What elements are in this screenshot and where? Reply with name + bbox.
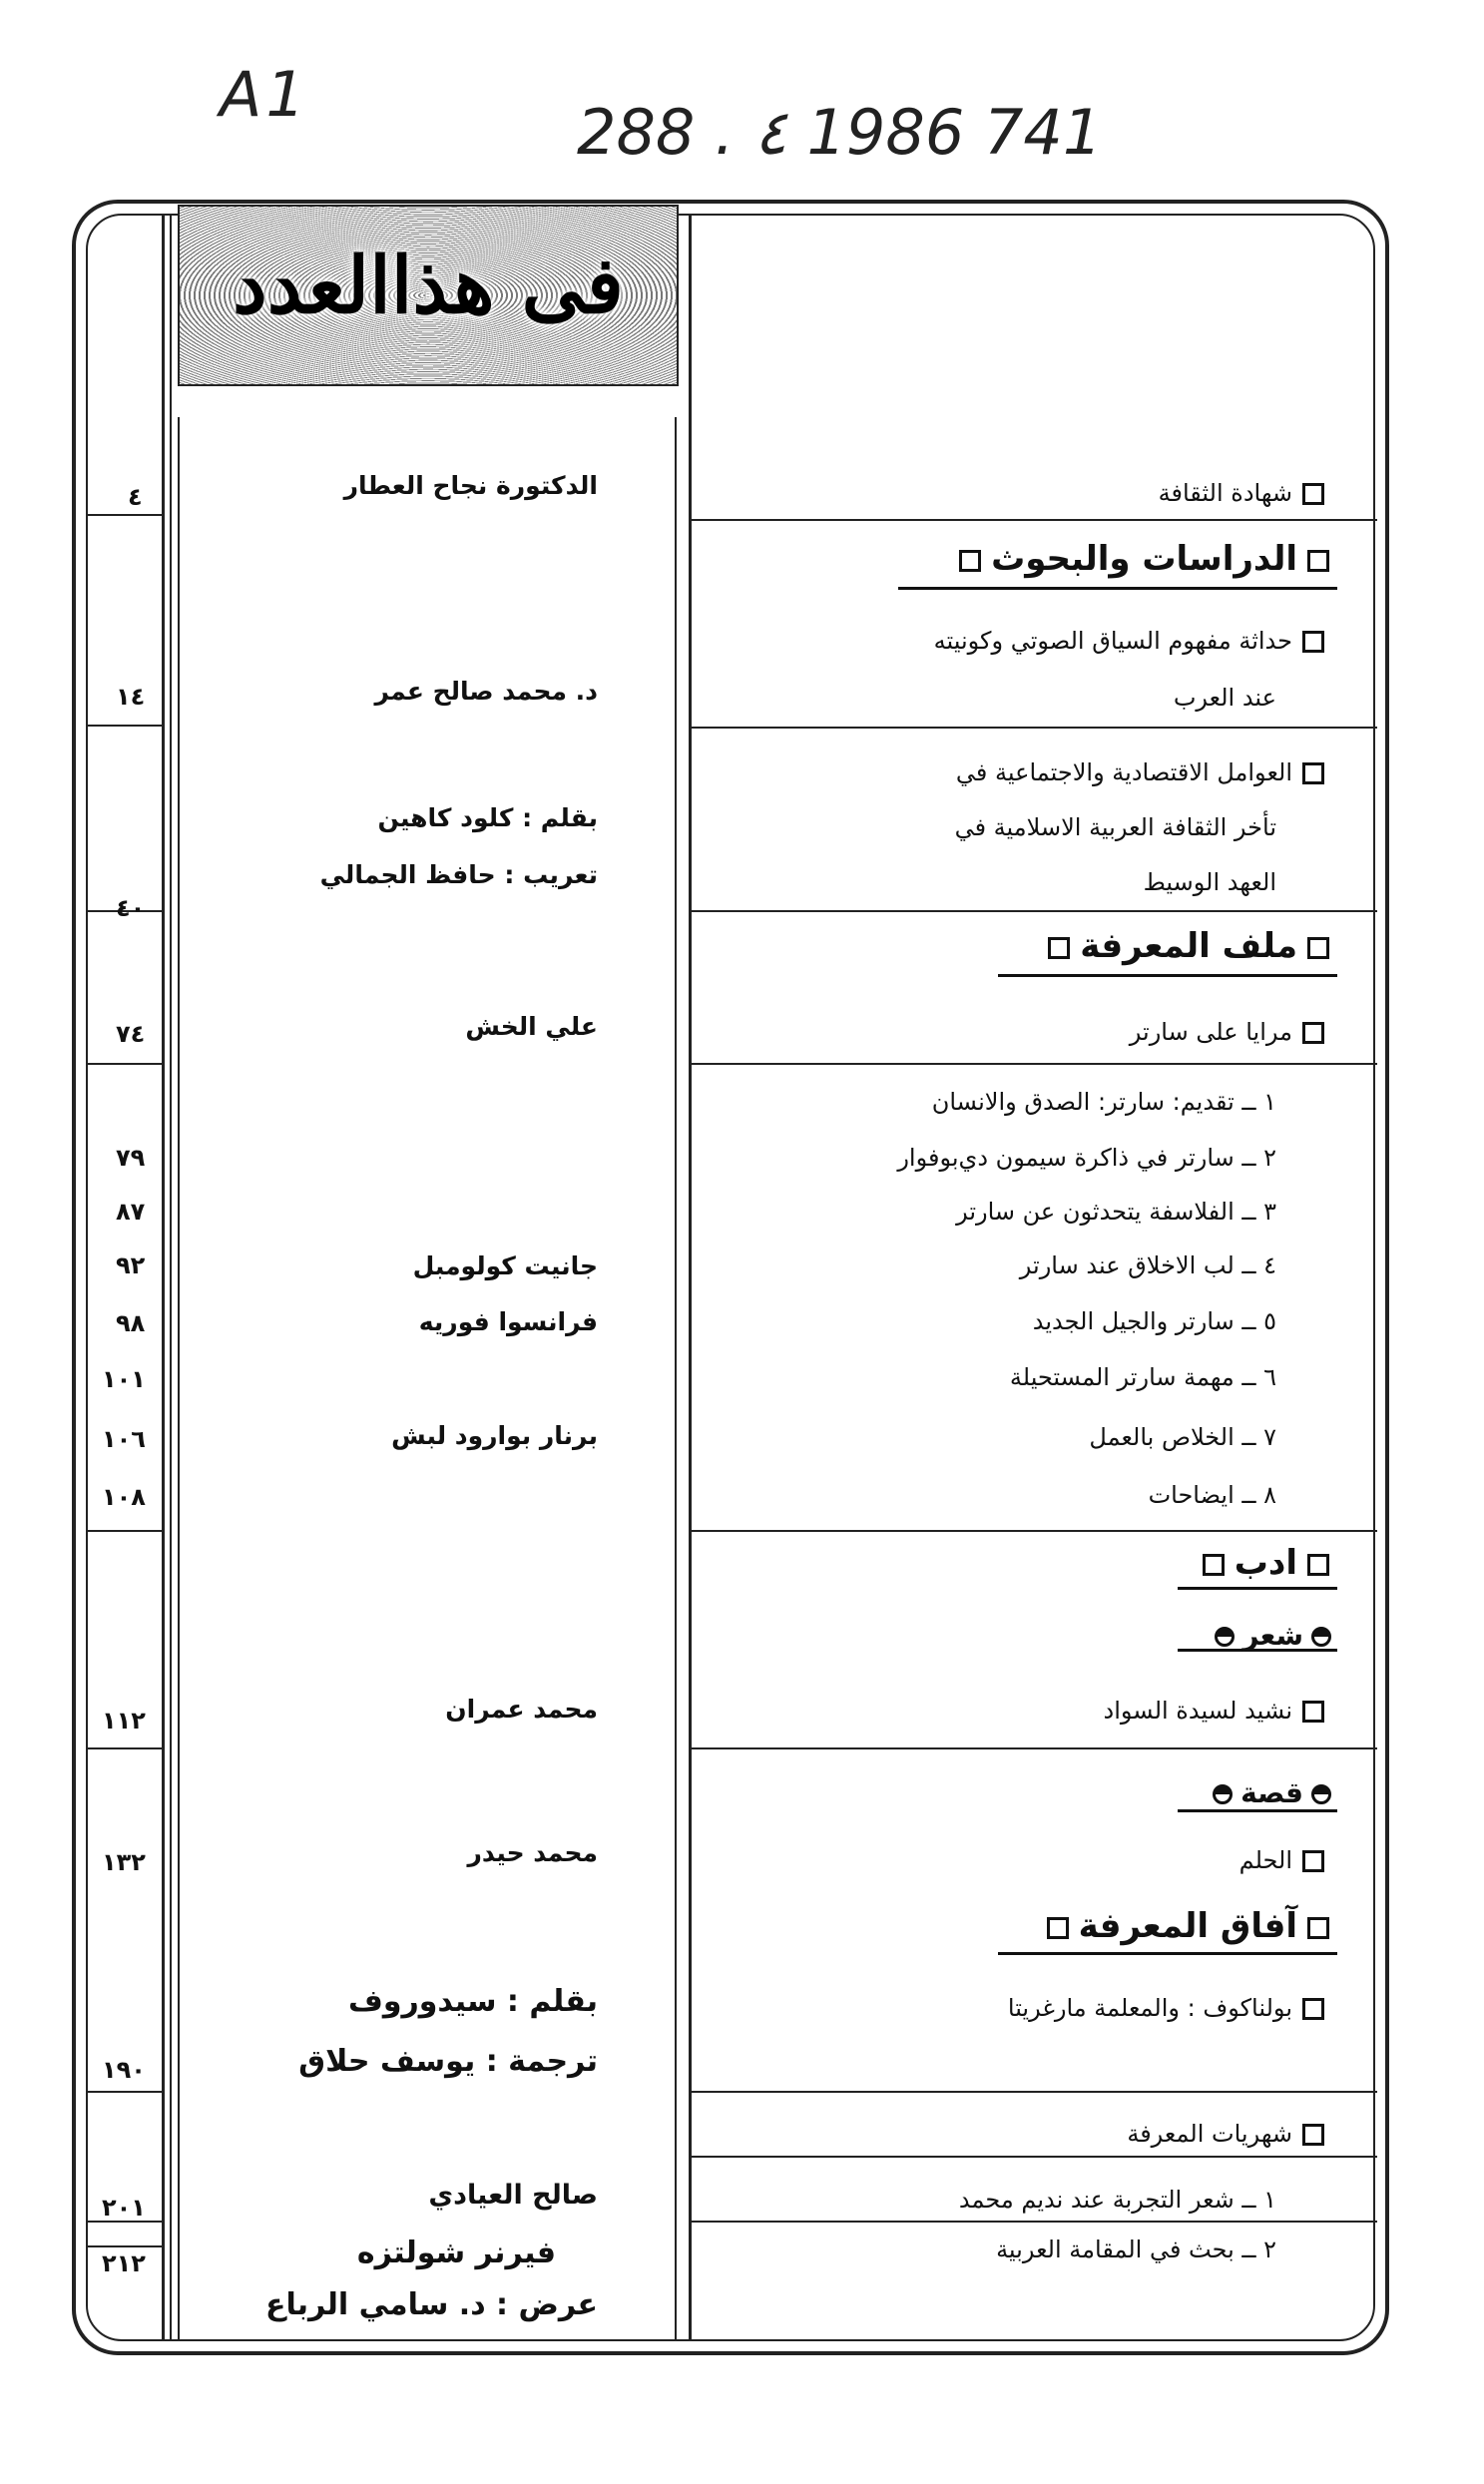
checkbox-square-icon bbox=[1307, 1917, 1329, 1939]
half-circle-bullet-icon bbox=[1311, 1627, 1331, 1647]
page-row-separator bbox=[86, 2091, 164, 2093]
checkbox-square-icon bbox=[1302, 483, 1324, 505]
toc-item: الحلم bbox=[1239, 1846, 1334, 1874]
half-circle-bullet-icon bbox=[1215, 1627, 1235, 1647]
page-number: ٢١٢ bbox=[102, 2249, 146, 2277]
row-separator bbox=[689, 727, 1377, 729]
toc-subitem: ٧ ــ الخلاص بالعمل bbox=[1089, 1423, 1276, 1451]
translator-name: تعريب : حافظ الجمالي bbox=[319, 860, 598, 889]
toc-item: حداثة مفهوم السياق الصوتي وكونيته bbox=[934, 627, 1334, 655]
row-separator bbox=[689, 910, 1377, 912]
half-circle-bullet-icon bbox=[1311, 1784, 1331, 1804]
toc-subitem: ٣ ــ الفلاسفة يتحدثون عن سارتر bbox=[956, 1198, 1276, 1226]
page-number: ١١٢ bbox=[102, 1707, 146, 1735]
row-separator bbox=[689, 519, 1377, 521]
toc-subitem: ٥ ــ سارتر والجيل الجديد bbox=[1032, 1307, 1276, 1335]
page-number: ٧٩ bbox=[116, 1144, 146, 1172]
toc-item: مرايا على سارتر bbox=[1130, 1018, 1334, 1046]
half-circle-bullet-icon bbox=[1213, 1784, 1233, 1804]
author-name: محمد عمران bbox=[445, 1695, 598, 1724]
row-separator bbox=[689, 2156, 1377, 2158]
author-name: بقلم : كلود كاهين bbox=[377, 803, 598, 832]
author-name: فرانسوا فوريه bbox=[418, 1307, 598, 1336]
page-number: ٩٢ bbox=[116, 1251, 146, 1279]
section-heading: ملف المعرفة bbox=[1038, 926, 1339, 966]
toc-subitem: ٤ ــ لب الاخلاق عند سارتر bbox=[1019, 1251, 1276, 1279]
author-name: صالح العيادي bbox=[428, 2180, 598, 2211]
author-name: الدكتورة نجاح العطار bbox=[343, 471, 598, 500]
page-number: ١٠١ bbox=[102, 1365, 146, 1393]
toc-subitem: ٢ ــ سارتر في ذاكرة سيمون دي‌بوفوار bbox=[897, 1144, 1276, 1172]
row-separator bbox=[689, 1747, 1377, 1749]
handwritten-code-left: A1 bbox=[220, 58, 309, 131]
toc-subitem: ٨ ــ ايضاحات bbox=[1148, 1481, 1276, 1509]
toc-item-continuation: عند العرب bbox=[1173, 684, 1276, 712]
page-row-separator bbox=[86, 2245, 164, 2247]
page-column-divider-inner bbox=[170, 214, 172, 2341]
page-number: ٤٠ bbox=[116, 894, 146, 922]
reviewer-name: عرض : د. سامي الرباع bbox=[264, 2287, 598, 2322]
page-number: ٧٤ bbox=[116, 1020, 146, 1048]
checkbox-square-icon bbox=[1302, 1022, 1324, 1044]
section-underline bbox=[898, 587, 1337, 590]
author-name: د. محمد صالح عمر bbox=[374, 677, 598, 706]
handwritten-code-right: 288 . ٤ 1986 741 bbox=[577, 96, 1103, 169]
toc-subitem: ١ ــ شعر التجربة عند نديم محمد bbox=[958, 2186, 1276, 2214]
author-name: بقلم : سيدوروف bbox=[347, 1984, 598, 2019]
page-number: ٢٠١ bbox=[102, 2194, 146, 2222]
toc-item: شهريات المعرفة bbox=[1127, 2120, 1334, 2148]
author-name: فيرنر شولتزه bbox=[356, 2236, 556, 2270]
author-name: محمد حيدر bbox=[467, 1838, 598, 1867]
subsection-underline bbox=[1178, 1809, 1337, 1812]
checkbox-square-icon bbox=[1302, 762, 1324, 784]
toc-subitem: ٦ ــ مهمة سارتر المستحيلة bbox=[1009, 1363, 1276, 1391]
checkbox-square-icon bbox=[1307, 937, 1329, 959]
author-name: جانيت كولومبل bbox=[412, 1251, 598, 1280]
checkbox-square-icon bbox=[1302, 631, 1324, 653]
page-number: ١٠٦ bbox=[102, 1425, 146, 1453]
page-row-separator bbox=[86, 1747, 164, 1749]
page-number: ٤ bbox=[128, 483, 143, 511]
page-number: ١٩٠ bbox=[102, 2056, 146, 2084]
checkbox-square-icon bbox=[1047, 1917, 1069, 1939]
author-name: علي الخش bbox=[465, 1012, 598, 1041]
row-separator bbox=[689, 2221, 1377, 2223]
translator-name: ترجمة : يوسف حلاق bbox=[298, 2044, 598, 2079]
page-number: ١٤ bbox=[116, 683, 146, 711]
checkbox-square-icon bbox=[1307, 550, 1329, 572]
author-column-right-border bbox=[675, 417, 677, 2341]
row-separator bbox=[689, 1063, 1377, 1065]
page-number: ٩٨ bbox=[116, 1309, 146, 1337]
toc-item: نشيد لسيدة السواد bbox=[1104, 1697, 1334, 1725]
subsection-heading: شعر bbox=[1207, 1619, 1339, 1652]
row-separator bbox=[689, 1530, 1377, 1532]
section-underline bbox=[1178, 1587, 1337, 1590]
toc-item: شهادة الثقافة bbox=[1159, 479, 1334, 507]
checkbox-square-icon bbox=[1302, 1701, 1324, 1723]
page-number: ١٠٨ bbox=[102, 1483, 146, 1511]
page-row-separator bbox=[86, 725, 164, 727]
checkbox-square-icon bbox=[1307, 1554, 1329, 1576]
section-underline bbox=[998, 1952, 1337, 1955]
page-row-separator bbox=[86, 1530, 164, 1532]
page-row-separator bbox=[86, 514, 164, 516]
checkbox-square-icon bbox=[1203, 1554, 1225, 1576]
toc-item: العوامل الاقتصادية والاجتماعية في bbox=[956, 758, 1334, 786]
banner-title: فى هذاالعدد bbox=[233, 241, 624, 331]
checkbox-square-icon bbox=[1302, 1850, 1324, 1872]
page-column-divider bbox=[162, 214, 165, 2341]
checkbox-square-icon bbox=[1302, 1998, 1324, 2020]
section-heading: آفاق المعرفة bbox=[1037, 1906, 1339, 1946]
issue-banner bbox=[178, 205, 679, 386]
toc-subitem: ١ ــ تقديم: سارتر: الصدق والانسان bbox=[931, 1088, 1276, 1116]
page-number: ١٣٢ bbox=[102, 1848, 146, 1876]
toc-item-continuation: العهد الوسيط bbox=[1143, 868, 1276, 896]
row-separator bbox=[689, 2091, 1377, 2093]
checkbox-square-icon bbox=[959, 550, 981, 572]
author-column-left-border bbox=[178, 417, 180, 2341]
toc-item-continuation: تأخر الثقافة العربية الاسلامية في bbox=[954, 813, 1276, 841]
section-heading: ادب bbox=[1193, 1543, 1339, 1583]
section-underline bbox=[998, 974, 1337, 977]
page-row-separator bbox=[86, 1063, 164, 1065]
subsection-heading: قصة bbox=[1205, 1776, 1339, 1809]
title-column-divider bbox=[689, 214, 692, 2341]
checkbox-square-icon bbox=[1048, 937, 1070, 959]
checkbox-square-icon bbox=[1302, 2124, 1324, 2146]
author-name: برنار بوارود لبش bbox=[391, 1421, 598, 1450]
toc-item: بولناكوف : والمعلمة مارغريتا bbox=[1008, 1994, 1334, 2022]
section-heading: الدراسات والبحوث bbox=[949, 539, 1339, 579]
toc-subitem: ٢ ــ بحث في المقامة العربية bbox=[996, 2236, 1276, 2263]
page-number: ٨٧ bbox=[116, 1198, 146, 1226]
